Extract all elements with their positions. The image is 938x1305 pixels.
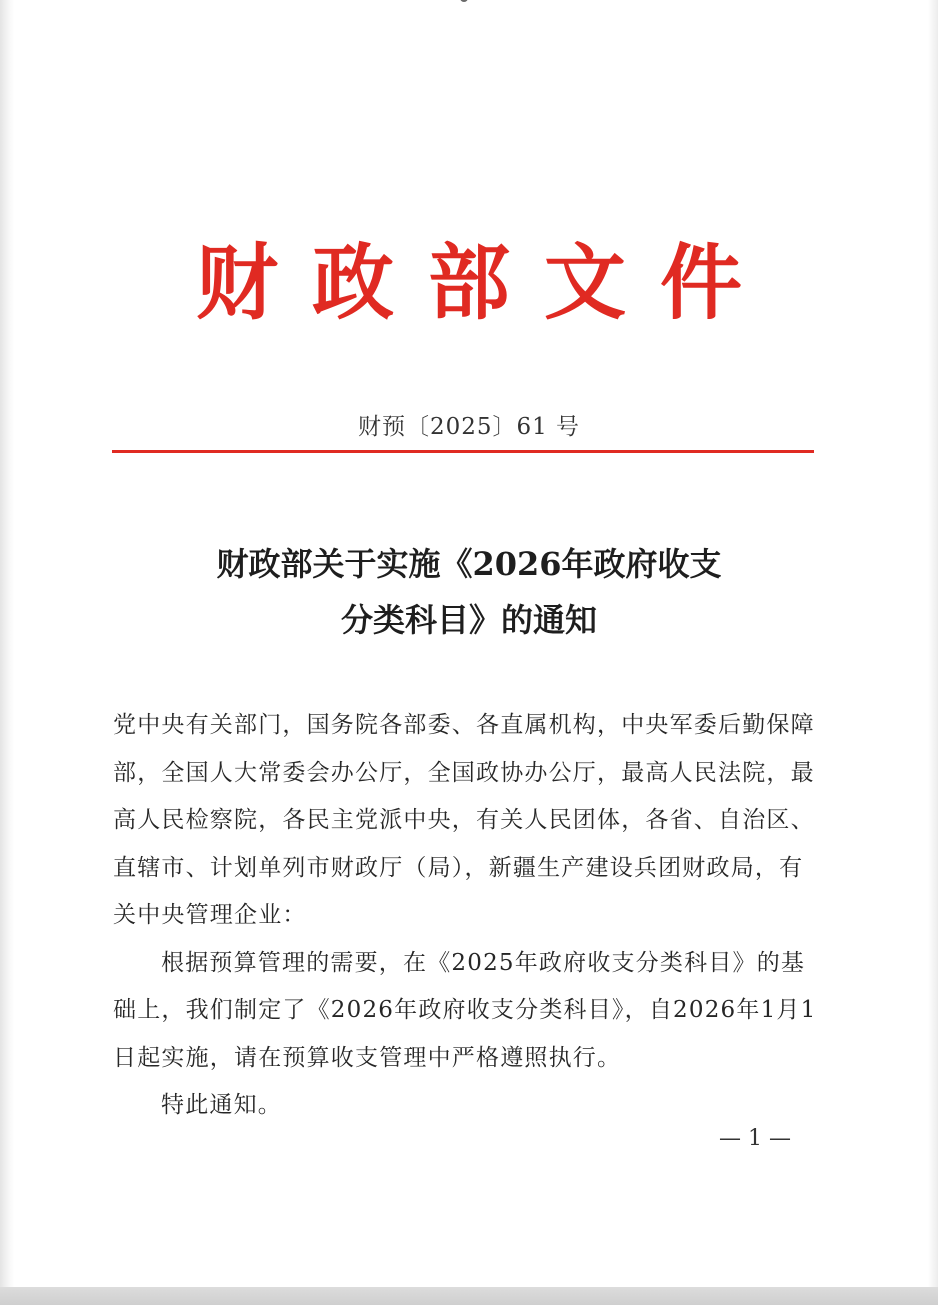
document-masthead: 财政部文件 — [195, 235, 776, 331]
closing-line: 特此通知。 — [161, 1092, 282, 1118]
document-number: 财预〔2025〕61 号 — [357, 414, 581, 440]
main-paragraph: 根据预算管理的需要，在《2025年政府收支分类科目》的基础上，我们制定了《2026年政府收支分类科目》，自2026年1月1日起实施，请在预算收支管理中严格遵照执行。 — [113, 949, 817, 1071]
document-title-line-2: 分类科目》的通知 — [340, 601, 597, 639]
addressees-paragraph: 党中央有关部门，国务院各部委、各直属机构，中央军委后勤保障部，全国人大常委会办公厅，全国政协办公厅，最高人民法院，最高人民检察院，各民主党派中央，有关人民团体，各省、自治区、直辖市、计划单列市财政厅（局），新疆生产建设兵团财政局，有关中央管理企业： — [113, 712, 815, 928]
page-number: — 1 — — [719, 1126, 791, 1151]
document-title — [0, 536, 938, 648]
top-edge-mark — [460, 0, 468, 2]
bottom-edge-band — [0, 1287, 938, 1305]
document-body — [113, 702, 825, 1130]
document-title-line-1: 财政部关于实施《2026年政府收支 — [216, 545, 722, 583]
red-separator-line — [112, 450, 814, 453]
